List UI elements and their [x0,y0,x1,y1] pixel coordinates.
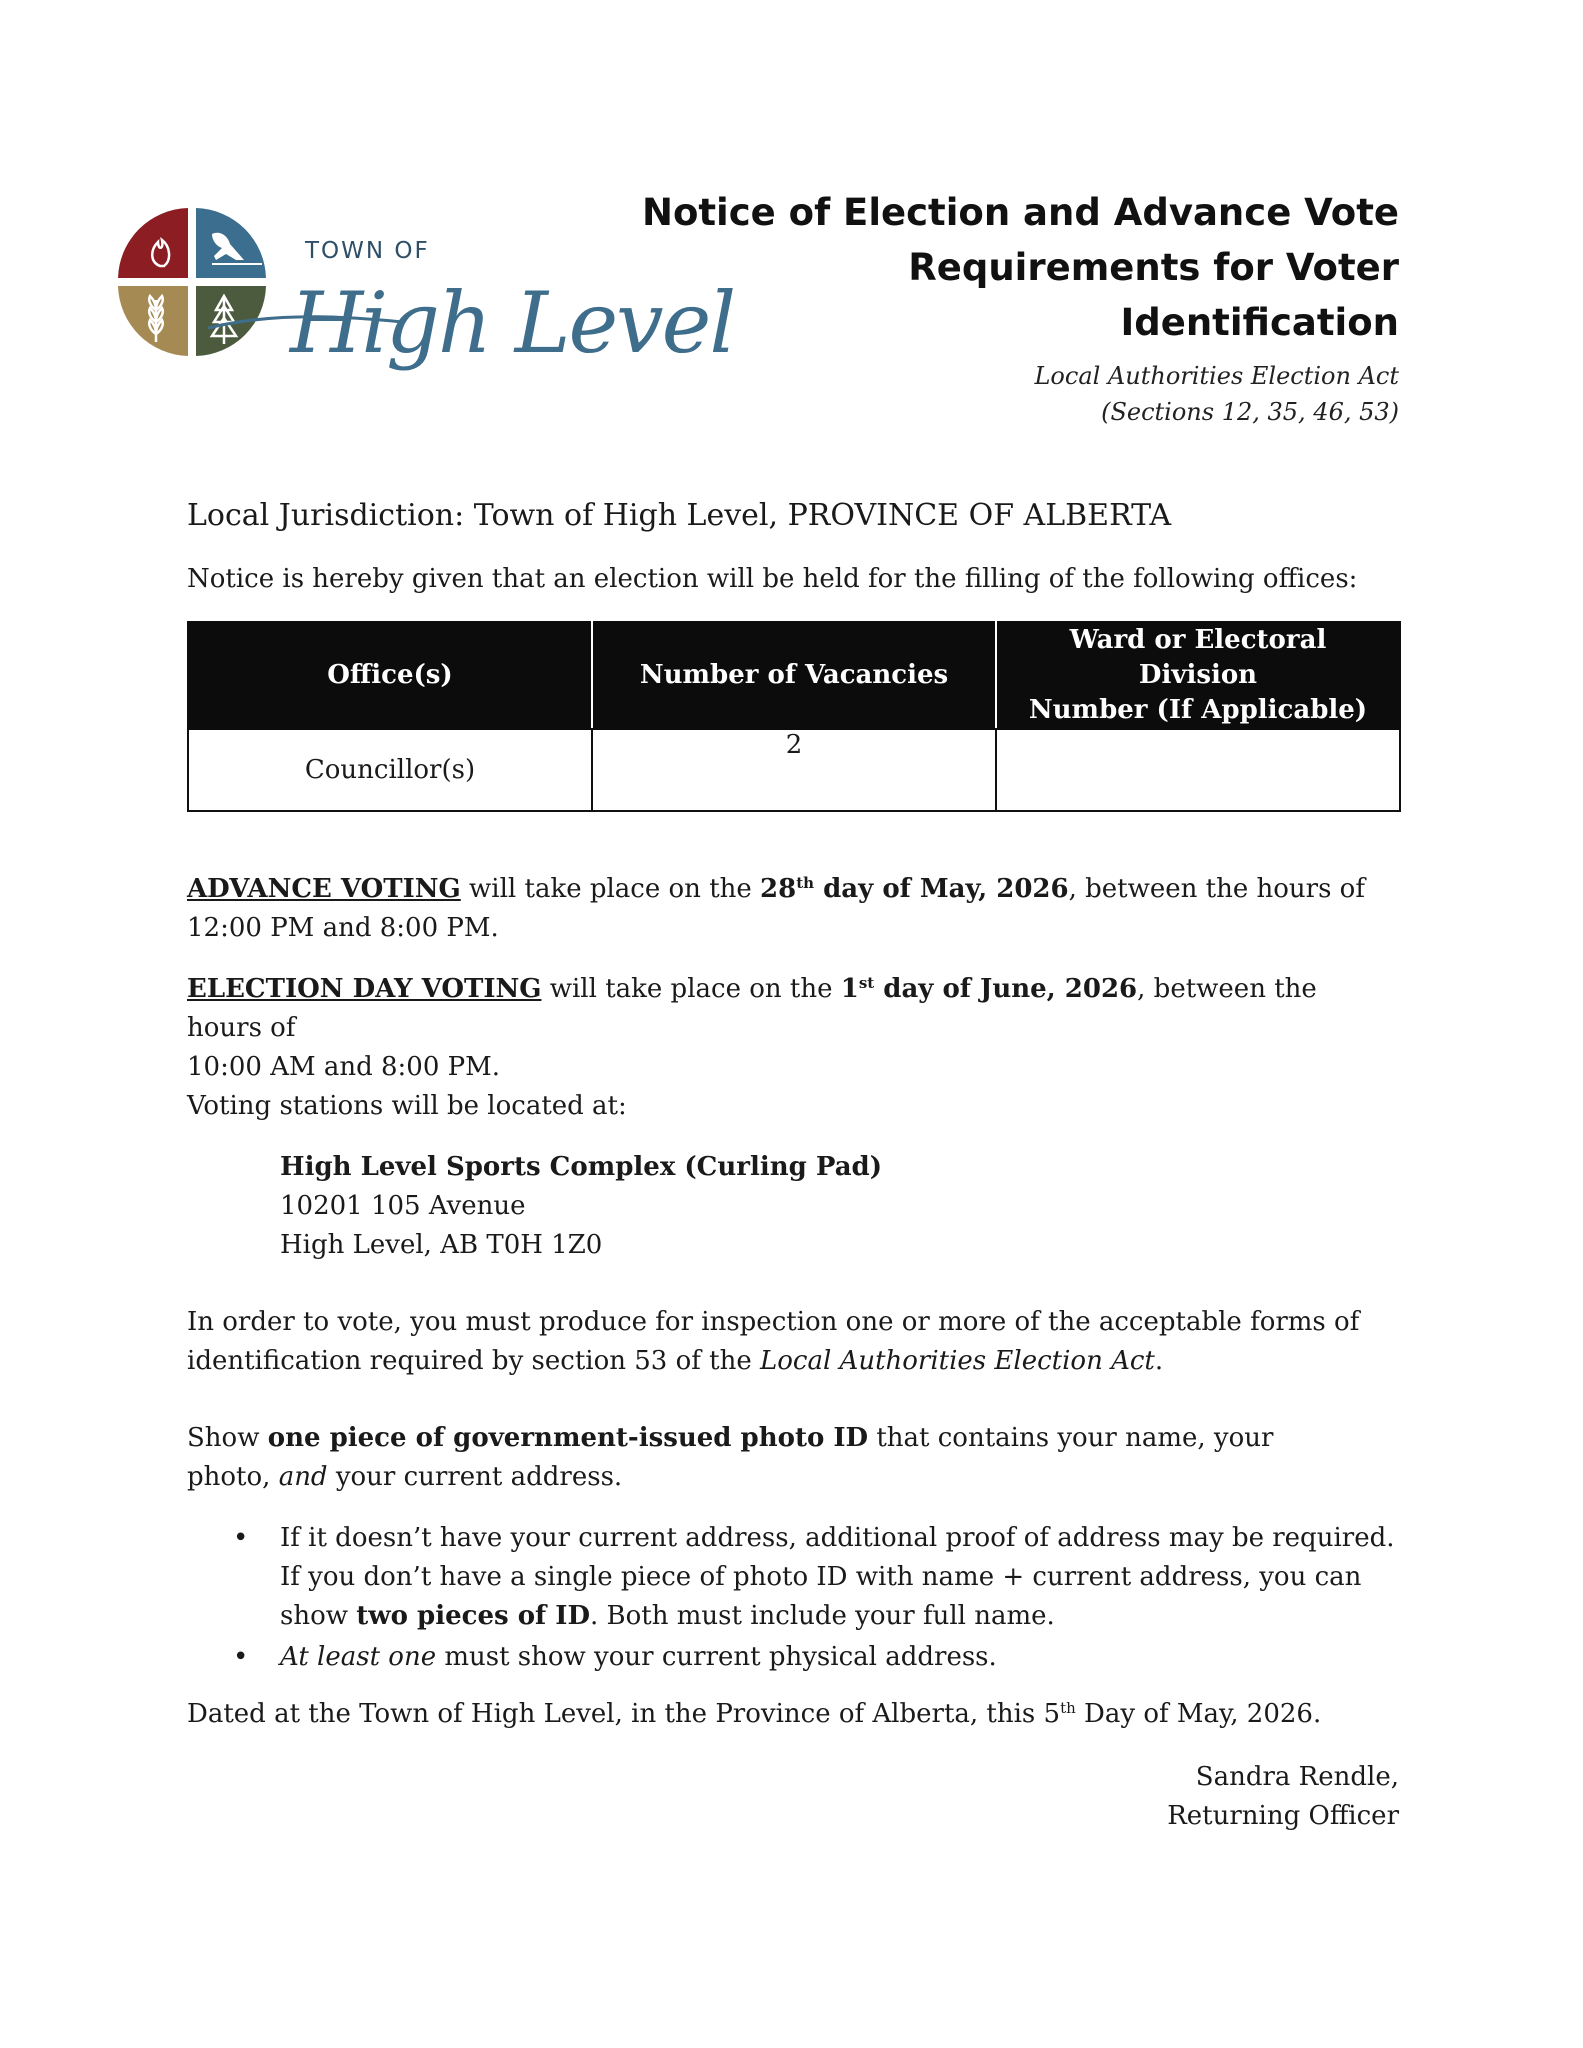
signature-block [187,1758,1399,1836]
election-day-num: 1 [840,974,859,1004]
bullet-1-line-1: If it doesn’t have your current address, additional proof of address may be required. [280,1523,1395,1553]
bullet-1-line-3-pre: show [280,1601,357,1631]
town-logo [112,200,735,430]
dated-suffix: th [1060,1699,1076,1717]
photo-id-line2-italic: and [278,1462,328,1492]
election-day-text-2: , between the hours of [187,974,1317,1043]
id-requirement-paragraph [187,1303,1399,1381]
cell-ward [996,729,1400,811]
table-row [188,729,1400,811]
logo-town-of-text: TOWN OF [305,238,430,264]
notice-title-line-2: Requirements for Voter [908,246,1399,289]
bullet-2-italic: At least one [280,1642,437,1672]
act-reference [599,358,1399,430]
advance-text: will take place on the [460,874,761,904]
list-item [233,1519,1399,1636]
header-ward [996,622,1400,729]
logo-red-quadrant [118,208,188,278]
station-city: High Level, AB T0H 1Z0 [280,1230,603,1260]
cell-office: Councillor(s) [188,729,592,811]
photo-id-line2-post: your current address. [327,1462,623,1492]
station-name: High Level Sports Complex (Curling Pad) [280,1152,883,1182]
station-street: 10201 105 Avenue [280,1191,526,1221]
notice-title-line-1: Notice of Election and Advance Vote [641,191,1399,234]
election-day-label: ELECTION DAY VOTING [187,974,542,1004]
local-jurisdiction: Local Jurisdiction: Town of High Level, PROVINCE OF ALBERTA [187,498,1172,533]
logo-blue-quadrant [196,208,266,278]
officer-role: Returning Officer [1167,1801,1399,1831]
bullet-2-text: must show your current physical address. [436,1642,997,1672]
notice-body [187,496,1399,1836]
photo-id-pre: Show [187,1423,268,1453]
notice-title-line-3: Identification [1120,301,1399,344]
advance-date [760,874,1069,904]
notice-title-block [599,185,1399,430]
election-day-date [841,974,1137,1004]
photo-id-line2-pre: photo, [187,1462,279,1492]
election-day-text: will take place on the [541,974,841,1004]
header-vacancies: Number of Vacancies [592,622,996,729]
advance-day: 28 [760,874,797,904]
advance-voting-paragraph [187,870,1399,948]
voting-station-address [280,1148,1399,1265]
election-date-rest: day of June, 2026 [874,974,1138,1004]
bullet-icon: • [233,1642,249,1672]
advance-text-2: , between the hours of [1068,874,1365,904]
bullet-1-line-2: If you don’t have a single piece of photo ID with name + current address, you can [280,1562,1362,1592]
offices-table [187,621,1401,812]
advance-hours: 12:00 PM and 8:00 PM. [187,913,499,943]
dated-line [187,1695,1399,1734]
header-offices: Office(s) [188,622,592,729]
id-requirement-act: Local Authorities Election Act [759,1346,1155,1376]
act-sections: (Sections 12, 35, 46, 53) [1101,398,1399,426]
bullet-1-bold: two pieces of ID [356,1601,590,1631]
bullet-1-line-3-post: . Both must include your full name. [590,1601,1055,1631]
list-item [233,1638,1399,1677]
photo-id-paragraph [187,1419,1399,1497]
header-ward-line-2: Number (If Applicable) [1028,695,1368,725]
voting-stations-intro: Voting stations will be located at: [187,1091,627,1121]
act-name: Local Authorities Election Act [1034,362,1399,390]
id-requirement-text: In order to vote, you must produce for inspection one or more of the acceptable forms of identification required by section 53 of the [187,1307,1360,1376]
id-requirement-end: . [1154,1346,1164,1376]
advance-day-suffix: th [796,874,815,892]
election-intro: Notice is hereby given that an election will be held for the filling of the following offices: [187,564,1358,594]
header-ward-line-1: Ward or Electoral Division [1069,625,1327,690]
election-day-paragraph [187,970,1399,1126]
advance-date-rest: day of May, 2026 [814,874,1069,904]
dated-pre: Dated at the Town of High Level, in the Province of Alberta, this 5 [187,1699,1061,1729]
election-day-hours: 10:00 AM and 8:00 PM. [187,1052,501,1082]
photo-id-mid: that contains your name, your [868,1423,1274,1453]
officer-name: Sandra Rendle, [1195,1762,1399,1792]
election-day-suffix: st [858,974,875,992]
dated-post: Day of May, 2026. [1075,1699,1322,1729]
id-rules-list [187,1519,1399,1677]
cell-vacancies: 2 [592,729,996,811]
offices-table-header [188,622,1400,729]
photo-id-bold: one piece of government-issued photo ID [267,1423,869,1453]
advance-voting-label: ADVANCE VOTING [187,874,461,904]
bullet-icon: • [233,1523,249,1553]
logo-town-name: High Level [290,274,735,372]
